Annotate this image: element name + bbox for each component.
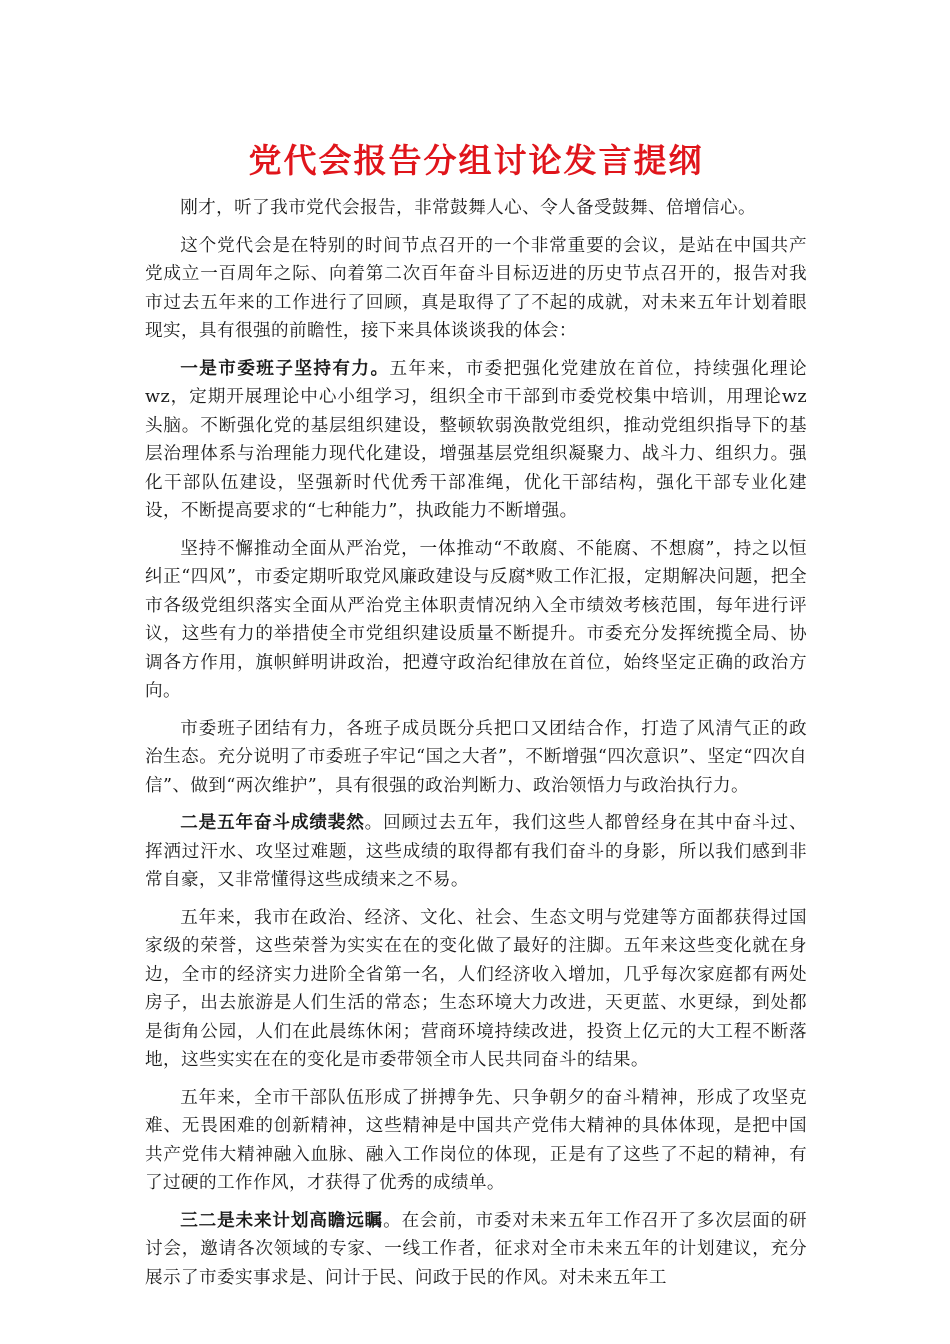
- paragraph: [145, 355, 807, 526]
- paragraph-lead: 二是五年奋斗成绩裴然: [180, 813, 365, 833]
- paragraph: [145, 232, 807, 346]
- paragraph: [145, 809, 807, 895]
- document-page: [145, 138, 807, 1301]
- paragraph-text: 这个党代会是在特别的时间节点召开的一个非常重要的会议，是站在中国共产党成立一百周年之际、向着第二次百年奋斗目标迈进的历史节点召开的，报告对我市过去五年来的工作进行了回顾，真是取得了了不起的成就，对未来五年计划着眼现实，具有很强的前瞻性，接下来具体谈谈我的体会：: [145, 235, 807, 341]
- paragraph-text: 五年来，市委把强化党建放在首位，持续强化理论wz，定期开展理论中心小组学习，组织全市干部到市委党校集中培训，用理论wz头脑。不断强化党的基层组织建设，整顿软弱涣散党组织，推动党组织指导下的基层治理体系与治理能力现代化建设，增强基层党组织凝聚力、战斗力、组织力。强化干部队伍建设，坚强新时代优秀干部准绳，优化干部结构，强化干部专业化建设，不断提高要求的“七种能力”，执政能力不断增强。: [145, 358, 807, 521]
- paragraph: [145, 715, 807, 801]
- paragraph-text: 。在会前，市委对未来五年工作召开了多次层面的研讨会，邀请各次领域的专家、一线工作者，征求对全市未来五年的计划建议，充分展示了市委实事求是、问计于民、问政于民的作风。对未来五年工: [145, 1210, 808, 1288]
- paragraph-lead: 一是市委班子坚持有力。: [180, 358, 390, 379]
- paragraph-text: 市委班子团结有力，各班子成员既分兵把口又团结合作，打造了风清气正的政治生态。充分说明了市委班子牢记“国之大者”，不断增强“四次意识”、坚定“四次自信”、做到“两次维护”，具有很强的政治判断力、政治领悟力与政治执行力。: [145, 718, 807, 796]
- paragraph-lead: 三二是未来计划高瞻远瞩: [180, 1210, 384, 1231]
- paragraph: [145, 904, 807, 1075]
- paragraph: [145, 1207, 807, 1293]
- paragraph-text: 坚持不懈推动全面从严治党，一体推动“不敢腐、不能腐、不想腐”，持之以恒纠正“四风”，市委定期听取党风廉政建设与反腐*败工作汇报，定期解决问题，把全市各级党组织落实全面从严治党主体职责情况纳入全市绩效考核范围，每年进行评议，这些有力的举措使全市党组织建设质量不断提升。市委充分发挥统揽全局、协调各方作用，旗帜鲜明讲政治，把遵守政治纪律放在首位，始终坚定正确的政治方向。: [145, 538, 807, 701]
- paragraph: [145, 535, 807, 706]
- paragraph-text: 五年来，全市干部队伍形成了拼搏争先、只争朝夕的奋斗精神，形成了攻坚克难、无畏困难的创新精神，这些精神是中国共产党伟大精神的具体体现，是把中国共产党伟大精神融入血脉、融入工作岗位的体现，正是有了这些了不起的精神，有了过硬的工作作风，才获得了优秀的成绩单。: [145, 1087, 807, 1193]
- paragraph: [145, 194, 807, 223]
- paragraph-text: 。回顾过去五年，我们这些人都曾经身在其中奋斗过、挥洒过汗水、攻坚过难题，这些成绩的取得都有我们奋斗的身影，所以我们感到非常自豪，又非常懂得这些成绩来之不易。: [145, 813, 807, 890]
- document-title: 党代会报告分组讨论发言提纲: [248, 141, 704, 180]
- paragraph-text: 五年来，我市在政治、经济、文化、社会、生态文明与党建等方面都获得过国家级的荣誉，这些荣誉为实实在在的变化做了最好的注脚。五年来这些变化就在身边，全市的经济实力进阶全省第一名，人们经济收入增加，几乎每次家庭都有两处房子，出去旅游是人们生活的常态；生态环境大力改进，天更蓝、水更绿，到处都是街角公园，人们在此晨练休闲；营商环境持续改进，投资上亿元的大工程不断落地，这些实实在在的变化是市委带领全市人民共同奋斗的结果。: [145, 907, 807, 1070]
- paragraph-text: 刚才，听了我市党代会报告，非常鼓舞人心、令人备受鼓舞、倍增信心。: [180, 198, 756, 218]
- paragraph: [145, 1084, 807, 1198]
